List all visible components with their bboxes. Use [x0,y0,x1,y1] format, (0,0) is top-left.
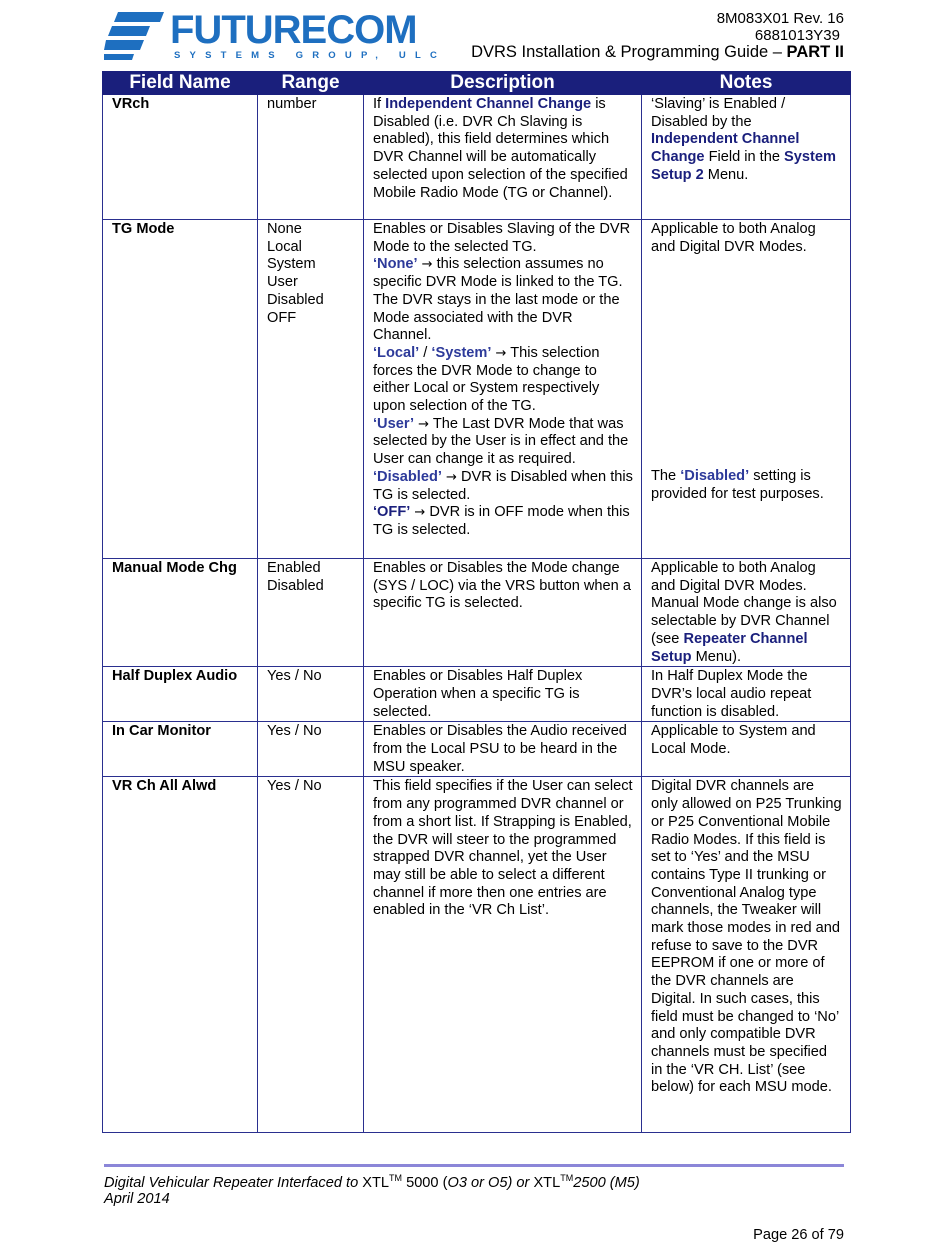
guide-part: PART II [786,43,844,61]
logo-subtitle: SYSTEMS GROUP, ULC [174,50,447,61]
footer-product-line [104,1173,640,1191]
arrow-icon: → [418,416,430,432]
field-notes: In Half Duplex Mode the DVR’s local audio repeat function is disabled. [642,667,851,722]
separator: / [423,344,428,361]
desc-disabled [373,469,633,504]
desc-ref: Independent Channel Change [385,96,592,112]
footer-text: 5000 ( [406,1174,448,1191]
option-label: ‘Local’ [373,344,420,361]
footer-date: April 2014 [104,1191,170,1207]
field-name: VRch [103,95,258,220]
table-row [103,220,851,559]
field-range [258,559,364,667]
notes-text: Menu. [707,166,749,183]
doc-code: 6881013Y39 [754,27,840,44]
range-option: Disabled [267,577,324,594]
footer-xtl: XTL [362,1174,390,1191]
logo-wordmark: FUTURECOM [170,8,417,52]
desc-text: This selection forces the DVR Mode to change to either Local or System respectively upon selection of the TG. [373,344,600,415]
col-header-range: Range [258,72,364,95]
desc-user [373,416,633,469]
field-notes [642,220,851,559]
notes-text: setting is provided for test purposes. [651,468,824,503]
desc-text: this selection assumes no specific DVR Mode is linked to the TG. The DVR stays in the last mode or the Mode associated with the DVR Channel. [373,256,623,344]
option-label: ‘None’ [373,256,418,273]
field-notes [642,95,851,220]
col-header-field: Field Name [103,72,258,95]
range-option: Local [267,238,302,255]
field-name: VR Ch All Alwd [103,777,258,1133]
footer-rule [104,1164,844,1167]
desc-none [373,256,633,345]
desc-text: DVR is Disabled when this TG is selected. [373,468,633,503]
desc-text: is Disabled (i.e. DVR Ch Slaving is enabled), this field determines which DVR Channel will be automatically selected upon selection of the specified Mobile Radio Mode (TG or Channel). [373,96,628,201]
col-header-description: Description [364,72,642,95]
range-option: Enabled [267,560,321,576]
company-logo [104,8,447,65]
footer-tm: TM [560,1173,574,1183]
arrow-icon: → [495,345,507,361]
field-range: Yes / No [258,667,364,722]
notes-text: Menu). [695,648,742,665]
field-name: In Car Monitor [103,722,258,777]
desc-text: Enables or Disables Slaving of the DVR Mode to the selected TG. [373,221,631,255]
guide-title [471,44,844,61]
field-name: Half Duplex Audio [103,667,258,722]
col-header-notes: Notes [642,72,851,95]
table-row [103,722,851,777]
arrow-icon: → [414,505,426,521]
page-number: Page 26 of 79 [753,1227,844,1243]
field-notes [642,559,851,667]
footer-text: 2500 (M5) [573,1174,640,1191]
range-option: Disabled [267,291,324,308]
logo-mark-icon [104,12,166,62]
guide-title-text: DVRS Installation & Programming Guide – [471,43,782,61]
option-label: ‘OFF’ [373,504,411,521]
footer-xtl: XTL [533,1174,561,1191]
field-range: number [258,95,364,220]
range-option: OFF [267,309,297,326]
arrow-icon: → [421,257,433,273]
notes-text: Applicable to both Analog and Digital DVR Modes. Manual Mode change is also selectable by DVR Channel (see [651,560,837,647]
desc-local-system [373,345,633,416]
field-range: Yes / No [258,722,364,777]
notes-disabled [651,468,842,503]
doc-number: 8M083X01 Rev. 16 [716,10,844,27]
notes-text: ‘Slaving’ is Enabled / Disabled by the [651,96,786,130]
arrow-icon: → [446,469,457,485]
range-option: None [267,221,302,237]
field-description [364,220,642,559]
range-option: System [267,256,316,273]
table-header-row [103,72,851,95]
field-description: This field specifies if the User can select from any programmed DVR channel or from a short list. If Strapping is Enabled, the DVR will steer to the programmed strapped DVR channel, yet the User may still be able to select a different channel if more then one entries are enabled in the ‘VR Ch List’. [364,777,642,1133]
table-row [103,95,851,220]
field-range: Yes / No [258,777,364,1133]
table-row [103,777,851,1133]
footer-text: O3 or O5) or [447,1174,530,1191]
notes-text: Applicable to both Analog and Digital DVR Modes. [651,221,816,255]
notes-ref: ‘Disabled’ [680,468,750,485]
field-range [258,220,364,559]
option-label: ‘User’ [373,415,415,432]
notes-text: Field in the [708,149,780,166]
field-description: Enables or Disables Half Duplex Operation when a specific TG is selected. [364,667,642,722]
notes-ref: Repeater Channel Setup [651,630,808,665]
option-label: ‘Disabled’ [373,468,442,485]
notes-ref: Independent Channel Change [651,131,800,166]
footer-text: Digital Vehicular Repeater Interfaced to [104,1174,359,1191]
field-name: TG Mode [103,220,258,559]
desc-text: DVR is in OFF mode when this TG is selected. [373,504,630,538]
desc-off [373,504,633,539]
field-spec-table [102,71,851,1133]
field-description [364,95,642,220]
notes-ref: System Setup 2 [651,149,836,183]
table-row [103,667,851,722]
range-option: User [267,274,298,291]
field-notes: Digital DVR channels are only allowed on P25 Trunking or P25 Conventional Mobile Radio Modes. If this field is set to ‘Yes’ and the MSU contains Type II trunking or Conventional Analog type channels, the Tweaker will mark those modes in red and refuse to save to the DVR EEPROM if one or more of the DVR channels are Digital. In such cases, this field must be changed to ‘No’ and only compatible DVR channels must be specified in the ‘VR CH. List’ (see below) for each MSU mode. [642,777,851,1133]
table-row [103,559,851,667]
field-name: Manual Mode Chg [103,559,258,667]
field-description: Enables or Disables the Audio received from the Local PSU to be heard in the MSU speaker. [364,722,642,777]
desc-text: If [373,96,382,112]
field-description: Enables or Disables the Mode change (SYS / LOC) via the VRS button when a specific TG is selected. [364,559,642,667]
desc-text: The Last DVR Mode that was selected by the User is in effect and the User can change it as required. [373,415,629,468]
field-notes: Applicable to System and Local Mode. [642,722,851,777]
notes-text: The [651,468,677,485]
option-label: ‘System’ [431,344,492,361]
footer-tm: TM [389,1173,403,1183]
